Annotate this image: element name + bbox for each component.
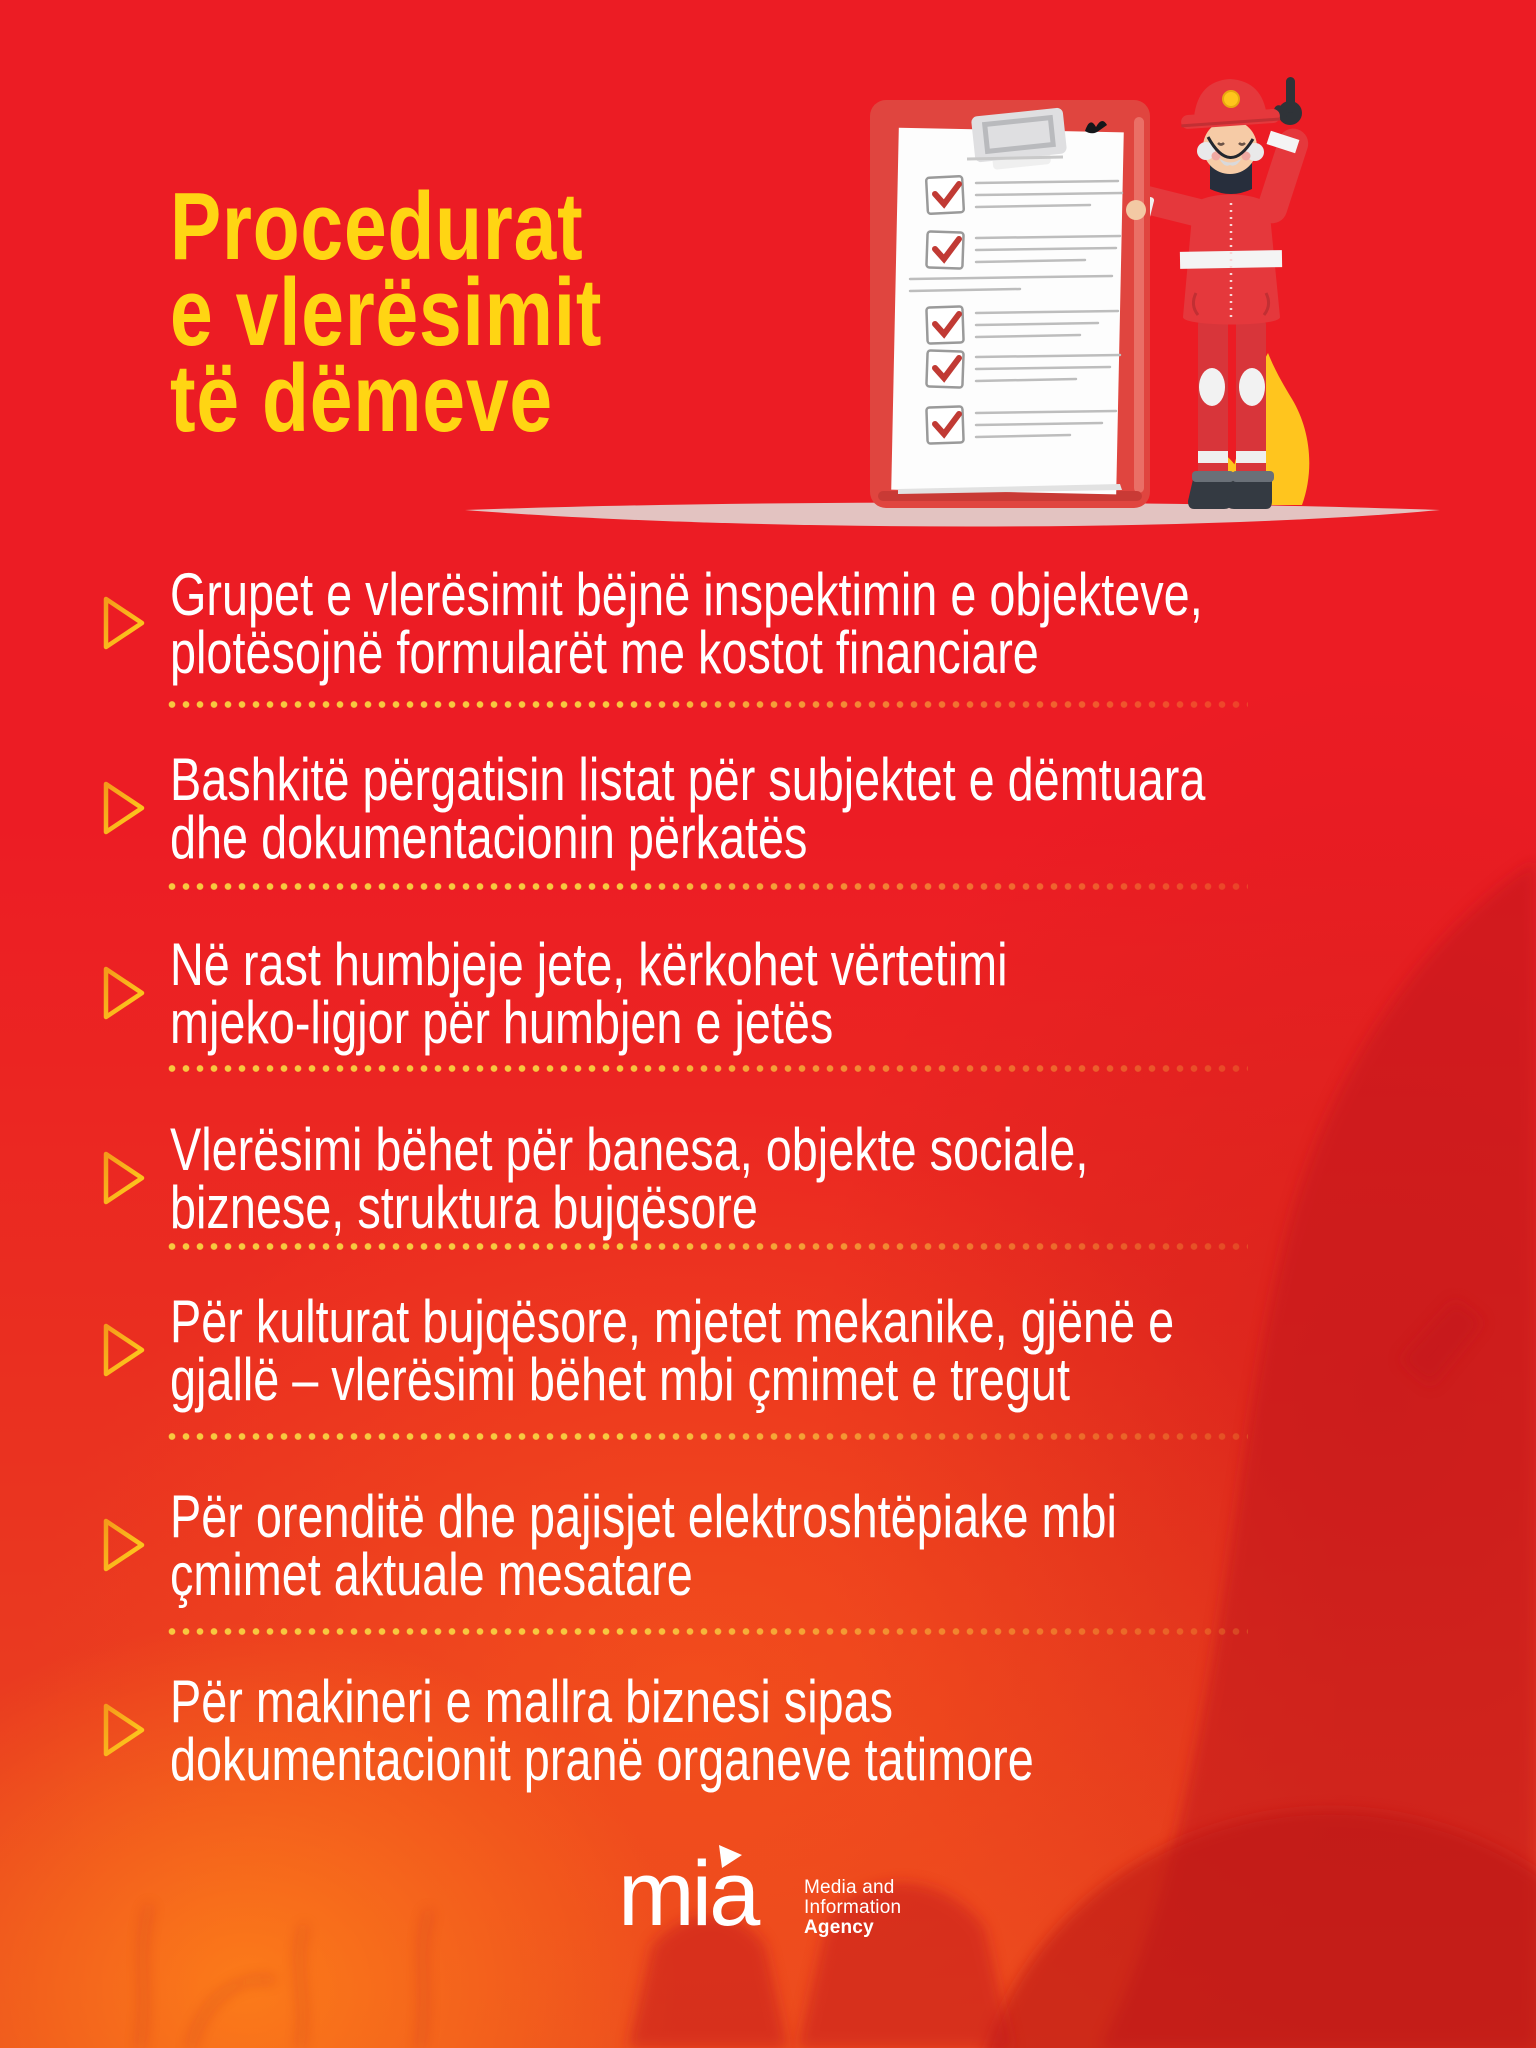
item-text-line: dokumentacionit pranë organeve tatimore: [170, 1726, 1034, 1793]
item-text-line: Në rast humbjeje jete, kërkohet vërtetimi: [170, 931, 1008, 998]
item-text-line: plotësojnë formularët me kostot financiare: [170, 619, 1039, 686]
list-item: [0, 931, 1536, 1056]
title-line: të dëmeve: [170, 345, 553, 453]
list-item: [0, 1483, 1536, 1608]
list-item: [0, 1288, 1536, 1413]
hand: [1126, 200, 1146, 220]
arrow-bullet-icon: [95, 1699, 153, 1761]
item-text: [170, 931, 1008, 1056]
clipboard-icon: [870, 100, 1150, 508]
org-line: Information: [804, 1897, 902, 1918]
mia-logo-text: mia: [618, 1843, 758, 1945]
item-text: [170, 1483, 1117, 1608]
org-name: [804, 1878, 901, 1938]
item-text-line: Vlerësimi bëhet për banesa, objekte sociale,: [170, 1116, 1089, 1183]
item-text-line: dhe dokumentacionin përkatës: [170, 804, 808, 871]
item-text: [170, 1288, 1175, 1413]
mia-logo: [618, 1842, 1038, 1972]
org-line: Media and: [804, 1877, 895, 1898]
item-text-line: gjallë – vlerësimi bëhet mbi çmimet e tregut: [170, 1346, 1070, 1413]
title-line: Procedurat: [170, 173, 584, 281]
item-text-line: mjeko-ligjor për humbjen e jetës: [170, 989, 834, 1056]
item-text-line: çmimet aktuale mesatare: [170, 1541, 693, 1608]
arrow-bullet-icon: [95, 962, 153, 1024]
dotted-separator: [168, 700, 1248, 709]
arrow-bullet-icon: [95, 777, 153, 839]
item-text-line: biznese, struktura bujqësore: [170, 1174, 758, 1241]
dotted-separator: [168, 1627, 1248, 1636]
item-text-line: Për makineri e mallra biznesi sipas: [170, 1668, 894, 1735]
list-item: [0, 561, 1536, 686]
org-line: Agency: [804, 1917, 874, 1938]
item-text-line: Grupet e vlerësimit bëjnë inspektimin e objekteve,: [170, 561, 1203, 628]
item-text-line: Për kulturat bujqësore, mjetet mekanike, gjënë e: [170, 1288, 1175, 1355]
arrow-bullet-icon: [95, 1147, 153, 1209]
item-text: [170, 1116, 1089, 1241]
item-text: [170, 746, 1206, 871]
arrow-bullet-icon: [95, 1514, 153, 1576]
item-text-line: Bashkitë përgatisin listat për subjektet e dëmtuara: [170, 746, 1206, 813]
title-line: e vlerësimit: [170, 259, 603, 367]
item-text: [170, 1668, 1034, 1793]
list-item: [0, 1668, 1536, 1793]
dotted-separator: [168, 1064, 1248, 1073]
dotted-separator: [168, 882, 1248, 891]
dotted-separator: [168, 1432, 1248, 1441]
list-item: [0, 1116, 1536, 1241]
dotted-separator: [168, 1242, 1248, 1251]
arrow-bullet-icon: [95, 592, 153, 654]
arrow-bullet-icon: [95, 1319, 153, 1381]
clipboard-firefighter-illustration: [430, 55, 1470, 545]
item-text-line: Për orenditë dhe pajisjet elektroshtëpiake mbi: [170, 1483, 1117, 1550]
list-item: [0, 746, 1536, 871]
item-text: [170, 561, 1203, 686]
